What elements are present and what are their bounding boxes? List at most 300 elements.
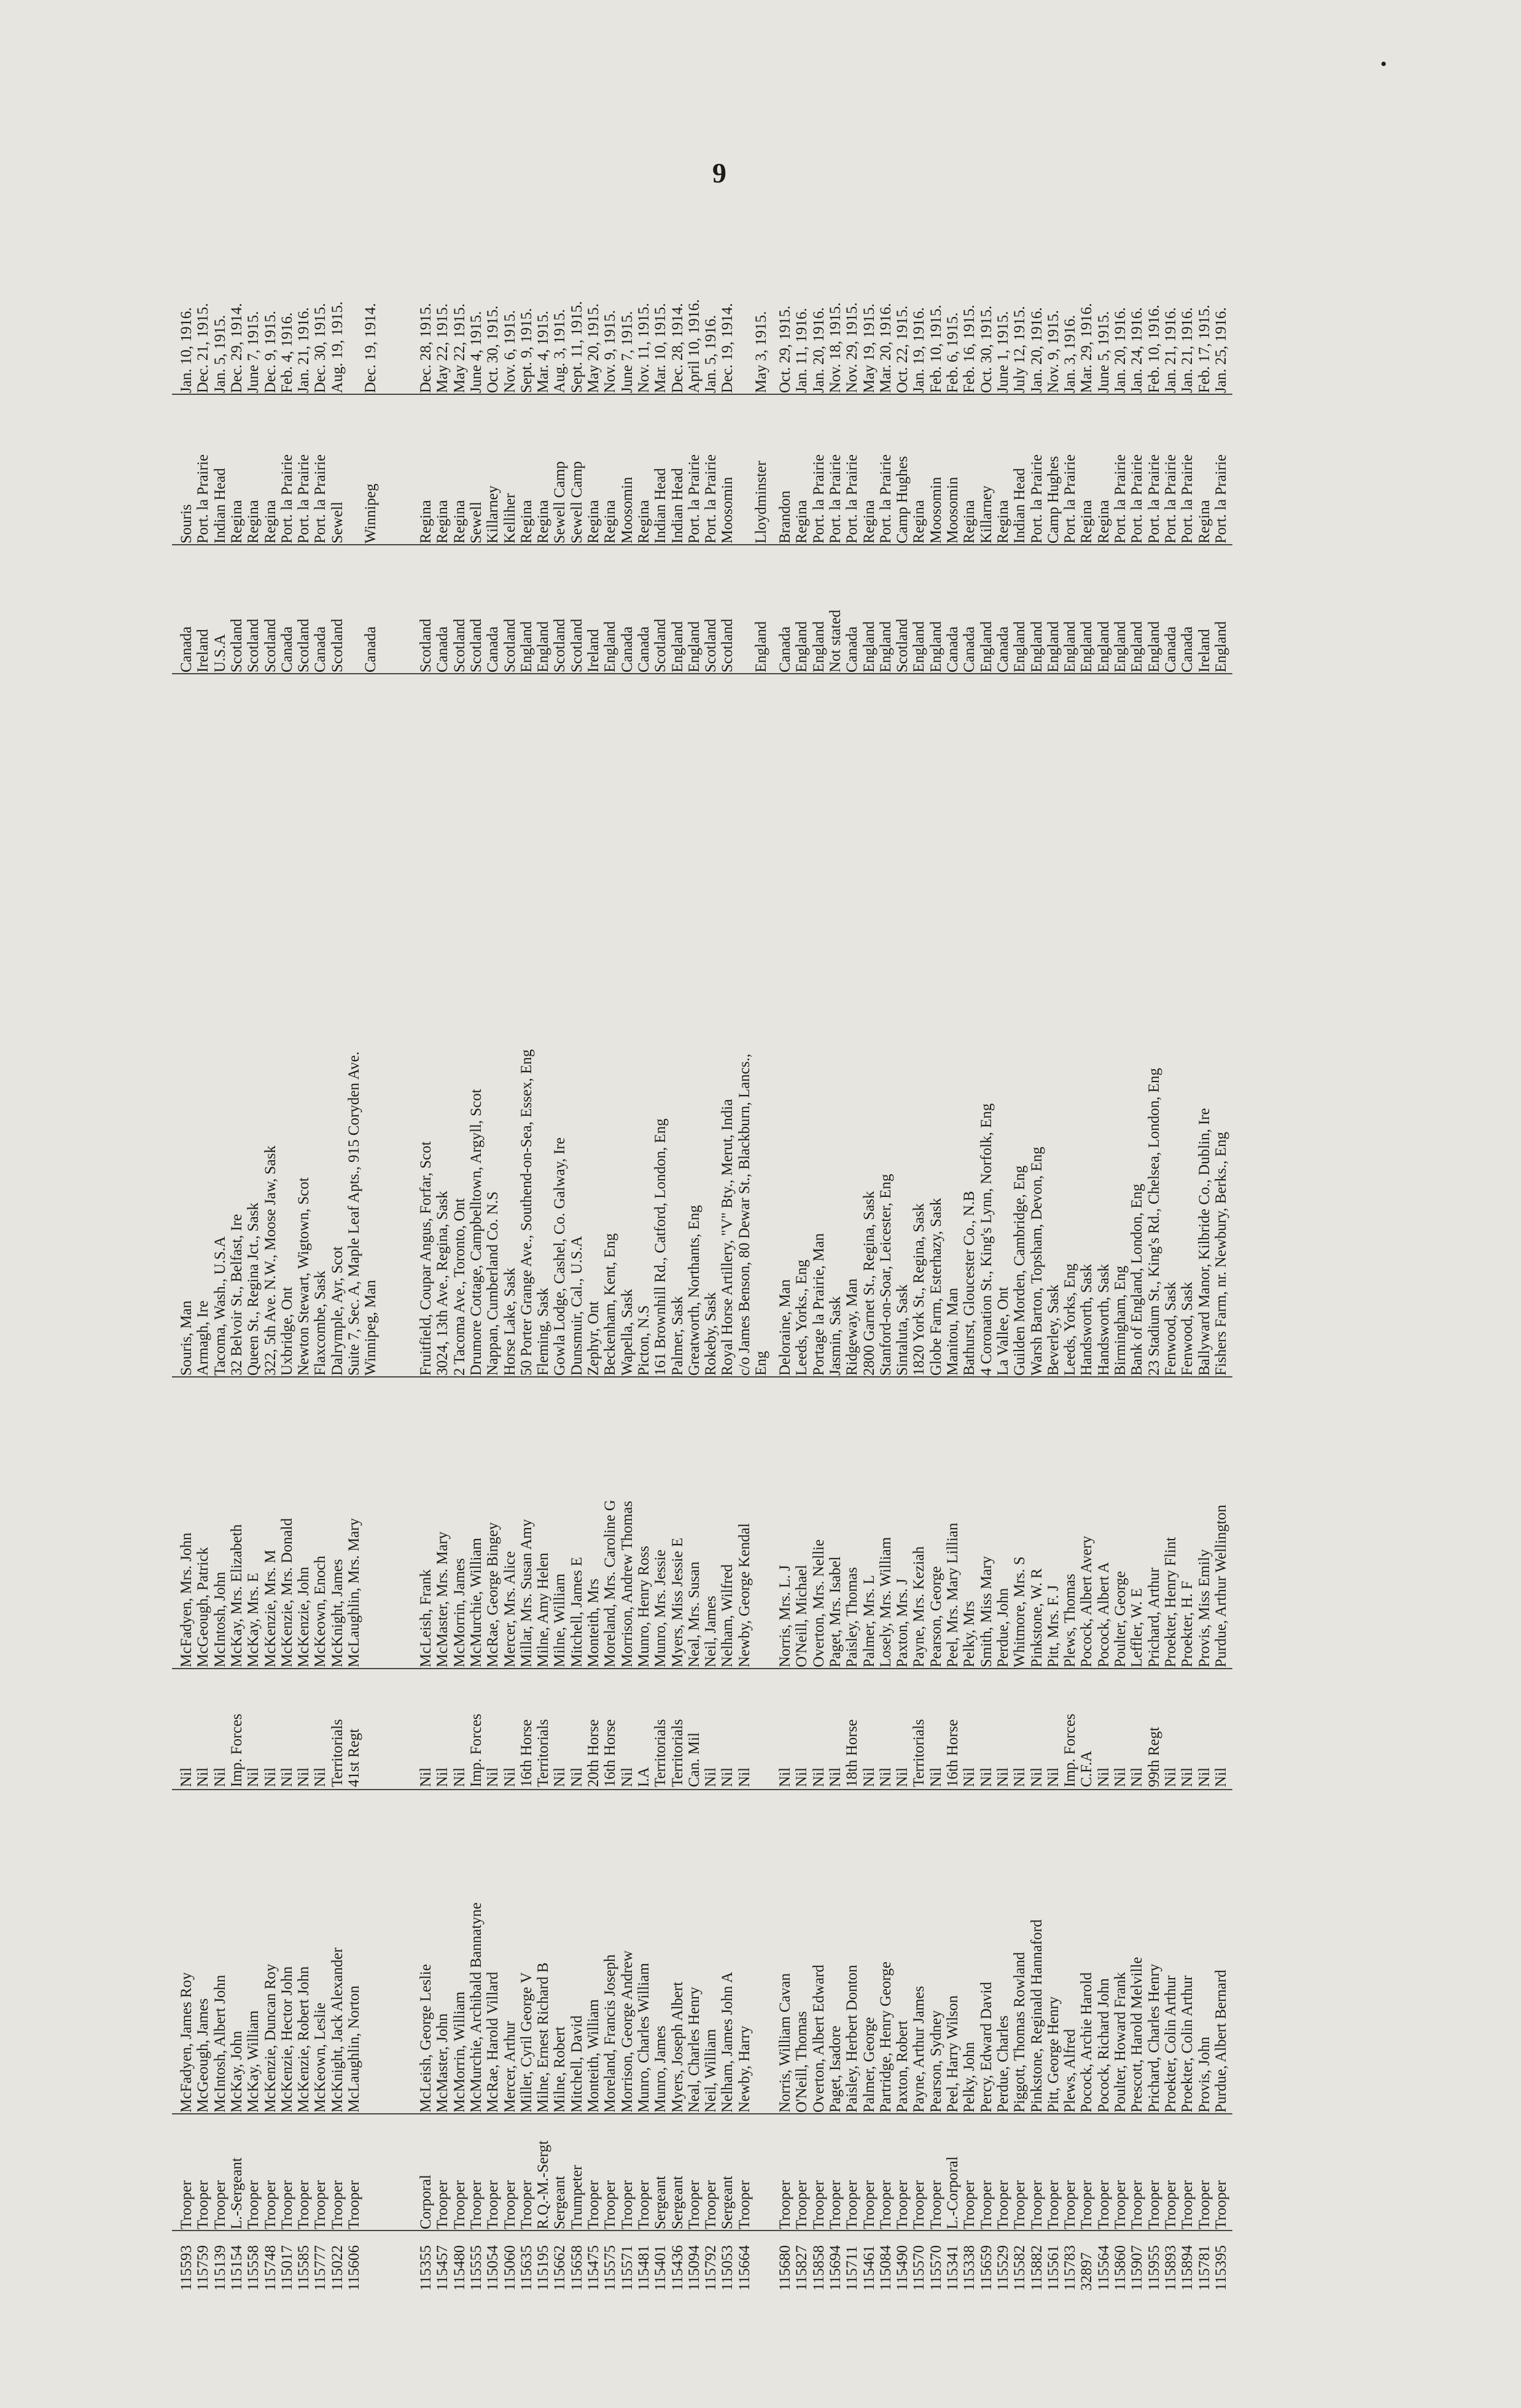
address: Picton, N.S xyxy=(635,1305,652,1376)
previous-service: Territorials xyxy=(535,1719,552,1787)
previous-service: I.A xyxy=(635,1767,652,1787)
next-of-kin: McFadyen, Mrs. John xyxy=(178,1532,195,1667)
enlistment-place: Regina xyxy=(860,500,877,544)
address: Winnipeg, Man xyxy=(362,1280,379,1376)
birthplace: Canada xyxy=(844,626,861,672)
page-number: 9 xyxy=(712,157,726,189)
birthplace: England xyxy=(1044,621,1062,672)
soldier-name xyxy=(362,1793,379,2113)
previous-service: Nil xyxy=(278,1767,295,1787)
enlistment-place: Port. la Prairie xyxy=(827,454,844,544)
soldier-name: Provis, John xyxy=(1196,2036,1213,2113)
rank: Trooper xyxy=(295,2180,313,2229)
regimental-number: 115022 xyxy=(329,2245,346,2291)
birthplace: England xyxy=(1212,621,1229,672)
table-row xyxy=(652,227,669,2291)
birthplace: England xyxy=(685,621,702,672)
column-rule xyxy=(172,1376,1232,1377)
previous-service: Nil xyxy=(1212,1767,1229,1787)
enlistment-place: Souris xyxy=(178,504,195,544)
soldier-name: Peel, Harry Wilson xyxy=(944,1995,961,2113)
birthplace: Canada xyxy=(1162,626,1179,672)
address: Rokeby, Sask xyxy=(702,1292,720,1376)
birthplace: Scotland xyxy=(894,618,911,672)
table-row xyxy=(1045,227,1062,2291)
birthplace: England xyxy=(877,621,894,672)
table-row xyxy=(928,227,944,2291)
previous-service: Nil xyxy=(434,1767,451,1787)
soldier-name: Paxton, Robert xyxy=(894,2020,911,2113)
address: Manitou, Man xyxy=(944,1287,961,1376)
enlistment-date: Oct. 22, 1915. xyxy=(894,305,911,393)
previous-service xyxy=(362,1670,379,1787)
soldier-name: McKenzie, Duncan Roy xyxy=(262,1963,279,2113)
regimental-number: 115341 xyxy=(944,2245,961,2291)
address: 2 Tacoma Ave., Toronto, Ont xyxy=(451,1198,468,1376)
birthplace: England xyxy=(1062,621,1079,672)
previous-service: 20th Horse xyxy=(585,1719,602,1787)
previous-service: Territorials xyxy=(669,1719,686,1787)
rank: Trooper xyxy=(1145,2180,1162,2229)
regimental-number: 115893 xyxy=(1162,2245,1179,2291)
regimental-number xyxy=(753,2232,769,2291)
table-row xyxy=(451,227,468,2291)
table-row xyxy=(861,227,877,2291)
enlistment-place: Port. la Prairie xyxy=(810,454,827,544)
birthplace: England xyxy=(753,621,769,672)
address: 32 Belvoir St., Belfast, Ire xyxy=(228,1214,245,1376)
next-of-kin: Plews, Thomas xyxy=(1062,1573,1079,1667)
previous-service: Territorials xyxy=(329,1719,346,1787)
next-of-kin: Millar, Mrs. Susan Amy xyxy=(518,1519,535,1667)
enlistment-date: Dec. 19, 1914. xyxy=(719,303,736,393)
table-row xyxy=(894,227,911,2291)
next-of-kin: Pocock, Albert A xyxy=(1095,1562,1112,1667)
birthplace: Canada xyxy=(961,626,978,672)
enlistment-place: Regina xyxy=(262,500,279,544)
previous-service: Imp. Forces xyxy=(228,1713,245,1787)
next-of-kin: Prichard, Arthur xyxy=(1145,1567,1162,1667)
soldier-name xyxy=(753,1793,769,2113)
table-row xyxy=(212,227,228,2291)
next-of-kin: Newby, George Kendal xyxy=(736,1523,753,1667)
enlistment-place: Port. la Prairie xyxy=(1129,454,1146,544)
soldier-name: Overton, Albert Edward xyxy=(810,1965,827,2113)
birthplace: England xyxy=(602,621,619,672)
previous-service: Nil xyxy=(894,1767,911,1787)
enlistment-place: Port. la Prairie xyxy=(278,454,295,544)
regimental-number: 115858 xyxy=(810,2245,827,2291)
table-row xyxy=(777,227,793,2291)
next-of-kin: Monteith, Mrs xyxy=(585,1578,602,1667)
soldier-name: McKay, John xyxy=(228,2030,245,2113)
soldier-name: Myers, Joseph Albert xyxy=(669,1981,686,2113)
rank: Trooper xyxy=(1179,2180,1196,2229)
birthplace: England xyxy=(1011,621,1029,672)
address: Leeds, Yorks, Eng xyxy=(1062,1263,1079,1376)
enlistment-place: Port. la Prairie xyxy=(685,454,702,544)
soldier-name: Payne, Arthur James xyxy=(911,1985,928,2113)
soldier-name: Plews, Alfred xyxy=(1062,2028,1079,2113)
enlistment-place xyxy=(346,396,362,544)
regimental-number: 115139 xyxy=(211,2245,228,2291)
rank: Trooper xyxy=(1028,2180,1045,2229)
previous-service: C.F.A xyxy=(1078,1750,1095,1787)
soldier-name: Munro, Charles William xyxy=(635,1963,652,2113)
birthplace xyxy=(736,547,753,672)
enlistment-date: April 10, 1916. xyxy=(685,299,702,393)
next-of-kin: Pearson, George xyxy=(927,1566,944,1667)
previous-service: Nil xyxy=(1129,1767,1146,1787)
enlistment-place: Port. la Prairie xyxy=(844,454,861,544)
regimental-number: 115401 xyxy=(652,2245,669,2291)
regimental-number: 115664 xyxy=(736,2245,753,2291)
enlistment-place: Regina xyxy=(451,500,468,544)
enlistment-place: Regina xyxy=(635,500,652,544)
table-row xyxy=(811,227,827,2291)
enlistment-date: Jan. 20, 1916. xyxy=(1112,307,1129,393)
soldier-name: Proekter, Colin Arthur xyxy=(1179,1975,1196,2113)
address: 4 Coronation St., King's Lynn, Norfolk, Eng xyxy=(978,1103,995,1376)
previous-service: Nil xyxy=(877,1767,894,1787)
birthplace: Scotland xyxy=(418,618,434,672)
previous-service: Nil xyxy=(551,1767,569,1787)
next-of-kin: Pocock, Albert Avery xyxy=(1078,1535,1095,1667)
rank xyxy=(362,2116,379,2229)
rank: Trooper xyxy=(635,2180,652,2229)
table-row xyxy=(1179,227,1196,2291)
soldier-name: Purdue, Albert Bernard xyxy=(1212,1970,1229,2113)
next-of-kin: McIntosh, John xyxy=(211,1572,228,1667)
table-row xyxy=(551,227,568,2291)
rank: Trooper xyxy=(262,2180,279,2229)
table-row xyxy=(585,227,602,2291)
enlistment-date: Jan. 19, 1916. xyxy=(911,307,928,393)
regimental-number: 115585 xyxy=(295,2245,313,2291)
birthplace: England xyxy=(793,621,811,672)
enlistment-date: May 22, 1915. xyxy=(451,303,468,393)
previous-service: Nil xyxy=(1044,1767,1062,1787)
table-row xyxy=(844,227,860,2291)
birthplace: Canada xyxy=(944,626,961,672)
next-of-kin: McGeough, Patrick xyxy=(195,1547,212,1667)
rank: Trooper xyxy=(911,2180,928,2229)
next-of-kin: McKay, Mrs. E xyxy=(245,1573,262,1667)
birthplace: Canada xyxy=(777,626,793,672)
address: Warsh Barton, Topsham, Devon, Eng xyxy=(1028,1147,1045,1376)
regimental-number: 115582 xyxy=(1011,2245,1029,2291)
regimental-number: 115827 xyxy=(793,2245,811,2291)
soldier-name: Pocock, Richard John xyxy=(1095,1978,1112,2113)
next-of-kin: Pelky, Mrs xyxy=(961,1600,978,1667)
column-rule xyxy=(172,394,1232,395)
table-row xyxy=(295,227,312,2291)
regimental-number: 115480 xyxy=(451,2245,468,2291)
soldier-name: McFadyen, James Roy xyxy=(178,1972,195,2113)
soldier-name: Pinkstone, Reginald Hannaford xyxy=(1028,1919,1045,2113)
rank: Trooper xyxy=(1196,2180,1213,2229)
table-row xyxy=(911,227,927,2291)
enlistment-date: Dec. 29, 1914. xyxy=(228,303,245,393)
regimental-number: 115457 xyxy=(434,2245,451,2291)
address: Drumore Cottage, Campbelltown, Argyll, Scot xyxy=(467,1089,484,1376)
regimental-number: 115084 xyxy=(877,2245,894,2291)
table-row xyxy=(636,227,652,2291)
address: 23 Stadium St., King's Rd., Chelsea, London, Eng xyxy=(1145,1067,1162,1376)
enlistment-date: Feb. 4, 1916. xyxy=(278,312,295,393)
regimental-number: 115355 xyxy=(418,2245,434,2291)
soldier-name: McMorrin, William xyxy=(451,1991,468,2113)
next-of-kin: Payne, Mrs. Keziah xyxy=(911,1546,928,1667)
previous-service: Nil xyxy=(451,1767,468,1787)
next-of-kin: McLaughlin, Mrs. Mary xyxy=(346,1518,362,1667)
enlistment-date: Oct. 30, 1915. xyxy=(484,305,502,393)
enlistment-place: Camp Hughes xyxy=(1044,456,1062,544)
previous-service: 18th Horse xyxy=(844,1719,861,1787)
previous-service: 16th Horse xyxy=(518,1719,535,1787)
rank: Trooper xyxy=(484,2180,502,2229)
previous-service: Nil xyxy=(827,1767,844,1787)
previous-service: 99th Regt xyxy=(1145,1727,1162,1787)
regimental-number: 115882 xyxy=(1028,2245,1045,2291)
birthplace: Ireland xyxy=(1196,629,1213,672)
birthplace: Not stated xyxy=(827,609,844,672)
soldier-name: McIntosh, Albert John xyxy=(211,1974,228,2113)
next-of-kin: Paxton, Mrs. J xyxy=(894,1578,911,1667)
table-row xyxy=(1029,227,1045,2291)
rank: Trooper xyxy=(1129,2180,1146,2229)
previous-service xyxy=(753,1670,769,1787)
address: Nappan, Cumberland Co. N.S xyxy=(484,1191,502,1376)
address: Bank of England, London, Eng xyxy=(1129,1183,1146,1376)
table-row xyxy=(1162,227,1179,2291)
birthplace: England xyxy=(1145,621,1162,672)
birthplace: Canada xyxy=(278,626,295,672)
enlistment-place: Regina xyxy=(518,500,535,544)
enlistment-place: Indian Head xyxy=(1011,468,1029,544)
soldier-name: McMaster, John xyxy=(434,2013,451,2113)
birthplace: Scotland xyxy=(295,618,313,672)
table-row xyxy=(702,227,719,2291)
address: Beverley, Sask xyxy=(1044,1284,1062,1376)
enlistment-date: Feb. 17, 1915. xyxy=(1196,305,1213,393)
rank: Trooper xyxy=(894,2180,911,2229)
table-row xyxy=(793,227,810,2291)
enlistment-place xyxy=(736,396,753,544)
next-of-kin: Moreland, Mrs. Caroline G xyxy=(602,1500,619,1667)
birthplace: England xyxy=(669,621,686,672)
previous-service: Nil xyxy=(961,1767,978,1787)
roll-section xyxy=(418,227,769,2291)
next-of-kin: McKay, Mrs. Elizabeth xyxy=(228,1524,245,1667)
next-of-kin: McRae, George Bingey xyxy=(484,1522,502,1667)
table-row xyxy=(877,227,894,2291)
birthplace: Ireland xyxy=(195,629,212,672)
enlistment-date: Nov. 9, 1915. xyxy=(1044,310,1062,393)
birthplace: England xyxy=(518,621,535,672)
enlistment-date: Jan. 21, 1916. xyxy=(1179,307,1196,393)
enlistment-place: Camp Hughes xyxy=(894,456,911,544)
next-of-kin: McKenzie, John xyxy=(295,1567,313,1667)
enlistment-date: Aug. 3, 1915. xyxy=(551,309,569,393)
enlistment-date: Jan. 20, 1916. xyxy=(810,307,827,393)
address: Bathurst, Gloucester Co., N.B xyxy=(961,1191,978,1376)
soldier-name: Poulter, Howard Frank xyxy=(1112,1972,1129,2113)
enlistment-date: Dec. 28, 1915. xyxy=(418,303,434,393)
enlistment-date: Feb. 10, 1915. xyxy=(927,305,944,393)
regimental-number: 115054 xyxy=(484,2245,502,2291)
enlistment-place: Sewell Camp xyxy=(551,461,569,544)
previous-service: Nil xyxy=(1196,1767,1213,1787)
corner-mark: • xyxy=(1380,54,1387,74)
previous-service: Nil xyxy=(736,1767,753,1787)
previous-service: Nil xyxy=(702,1767,720,1787)
birthplace: Scotland xyxy=(451,618,468,672)
regimental-number: 115195 xyxy=(535,2245,552,2291)
regimental-number: 115894 xyxy=(1179,2245,1196,2291)
soldier-name: McRae, Harold Villard xyxy=(484,1971,502,2113)
soldier-name: McLaughlin, Norton xyxy=(346,1985,362,2113)
birthplace: Canada xyxy=(434,626,451,672)
rank: Corporal xyxy=(418,2175,434,2229)
enlistment-date: July 12, 1915. xyxy=(1011,306,1029,393)
birthplace: Ireland xyxy=(585,629,602,672)
soldier-name: Monteith, William xyxy=(585,1999,602,2113)
rank: Trooper xyxy=(1078,2180,1095,2229)
enlistment-place: Port. la Prairie xyxy=(295,454,313,544)
enlistment-place: Killarney xyxy=(484,485,502,544)
roll-section xyxy=(777,227,1229,2291)
enlistment-date: Jan. 5, 1916. xyxy=(702,314,720,393)
soldier-name: Milne, Robert xyxy=(551,2026,569,2113)
soldier-name: Mitchell, David xyxy=(568,2015,585,2113)
table-row xyxy=(1112,227,1129,2291)
table-row xyxy=(1011,227,1028,2291)
next-of-kin: McKenzie, Mrs. Donald xyxy=(278,1518,295,1667)
enlistment-place: Sewell xyxy=(329,501,346,544)
next-of-kin: McLeish, Frank xyxy=(418,1569,434,1667)
previous-service: 16th Horse xyxy=(602,1719,619,1787)
next-of-kin: O'Neill, Michael xyxy=(793,1565,811,1667)
next-of-kin: Mercer, Mrs. Alice xyxy=(501,1551,518,1667)
rank: Trooper xyxy=(978,2180,995,2229)
next-of-kin: Morrison, Andrew Thomas xyxy=(618,1500,636,1667)
soldier-name: McKnight, Jack Alexander xyxy=(329,1947,346,2113)
regimental-number: 115777 xyxy=(312,2245,329,2291)
previous-service: Nil xyxy=(484,1767,502,1787)
table-row xyxy=(619,227,636,2291)
rank: Trooper xyxy=(451,2180,468,2229)
regimental-number: 115593 xyxy=(178,2245,195,2291)
column-rule xyxy=(172,2113,1232,2114)
table-row xyxy=(719,227,736,2291)
regimental-number: 115529 xyxy=(994,2245,1011,2291)
enlistment-date: Jan. 10, 1916. xyxy=(178,307,195,393)
enlistment-date xyxy=(736,230,753,393)
birthplace: Scotland xyxy=(551,618,569,672)
next-of-kin: Neil, James xyxy=(702,1596,720,1667)
regimental-number: 115783 xyxy=(1062,2245,1079,2291)
soldier-name: Partridge, Henry George xyxy=(877,1962,894,2113)
previous-service: Nil xyxy=(1095,1767,1112,1787)
next-of-kin: McKeown, Enoch xyxy=(312,1556,329,1667)
address: Leeds, Yorks., Eng xyxy=(793,1260,811,1376)
enlistment-date: Dec. 9, 1915. xyxy=(262,311,279,393)
enlistment-date: Jan. 21, 1916. xyxy=(295,307,313,393)
enlistment-date: Feb. 10, 1916. xyxy=(1145,305,1162,393)
birthplace: England xyxy=(860,621,877,672)
enlistment-date: Jan. 5, 1915. xyxy=(211,314,228,393)
enlistment-date: June 1, 1915. xyxy=(994,311,1011,393)
regimental-number: 115575 xyxy=(602,2245,619,2291)
address: c/o James Benson, 80 Dewar St., Blackburn, Lancs., xyxy=(736,1053,753,1376)
rank: Trooper xyxy=(961,2180,978,2229)
previous-service: 16th Horse xyxy=(944,1719,961,1787)
previous-service: Nil xyxy=(793,1767,811,1787)
birthplace: Canada xyxy=(312,626,329,672)
table-row xyxy=(195,227,211,2291)
birthplace: Canada xyxy=(635,626,652,672)
rank: Trooper xyxy=(702,2180,720,2229)
enlistment-place: Regina xyxy=(793,500,811,544)
next-of-kin: Peel, Mrs. Mary Lillian xyxy=(944,1522,961,1667)
previous-service: Nil xyxy=(719,1767,736,1787)
soldier-name: McGeough, James xyxy=(195,1998,212,2113)
address: Ballyward Manor, Kilbride Co., Dublin, Ire xyxy=(1196,1108,1213,1376)
soldier-name: McLeish, George Leslie xyxy=(418,1964,434,2113)
regimental-number: 115748 xyxy=(262,2245,279,2291)
enlistment-place: Winnipeg xyxy=(362,483,379,544)
birthplace: Scotland xyxy=(652,618,669,672)
enlistment-date: Feb. 16, 1915. xyxy=(961,305,978,393)
birthplace: England xyxy=(1078,621,1095,672)
address: 50 Porter Grange Ave., Southend-on-Sea, Essex, Eng xyxy=(518,1049,535,1376)
address: 1820 York St., Regina, Sask xyxy=(911,1203,928,1376)
enlistment-place: Regina xyxy=(434,500,451,544)
rank: Trooper xyxy=(178,2180,195,2229)
next-of-kin: Poulter, George xyxy=(1112,1571,1129,1667)
address: Dalrymple, Ayr, Scot xyxy=(329,1246,346,1376)
regimental-number: 115053 xyxy=(719,2245,736,2291)
table-row xyxy=(944,227,961,2291)
next-of-kin xyxy=(753,1379,769,1667)
next-of-kin: Paget, Mrs. Isabel xyxy=(827,1556,844,1667)
regimental-number: 115635 xyxy=(518,2245,535,2291)
regimental-number: 115461 xyxy=(860,2245,877,2291)
regimental-number: 115017 xyxy=(278,2245,295,2291)
birthplace: Canada xyxy=(178,626,195,672)
rank: Trooper xyxy=(1062,2180,1079,2229)
enlistment-place: Moosomin xyxy=(618,477,636,544)
table-row xyxy=(1146,227,1162,2291)
address: Horse Lake, Sask xyxy=(501,1268,518,1376)
regimental-number: 115571 xyxy=(618,2245,636,2291)
previous-service: Nil xyxy=(1179,1767,1196,1787)
rank: Trooper xyxy=(736,2180,753,2229)
enlistment-date: Nov. 29, 1915. xyxy=(844,302,861,393)
enlistment-date: Jan. 11, 1916. xyxy=(793,308,811,393)
enlistment-date: Feb. 6, 1915. xyxy=(944,312,961,393)
address: Royal Horse Artillery, "V" Bty., Merut, India xyxy=(719,1099,736,1376)
regimental-number: 115570 xyxy=(911,2245,928,2291)
next-of-kin: Mitchell, James E xyxy=(568,1557,585,1667)
soldier-name: Pelky, John xyxy=(961,2041,978,2113)
regimental-number: 115481 xyxy=(635,2245,652,2291)
birthplace: England xyxy=(1095,621,1112,672)
enlistment-date: Dec. 21, 1915. xyxy=(195,303,212,393)
address: Fleming, Sask xyxy=(535,1287,552,1376)
rank: Trooper xyxy=(602,2180,619,2229)
